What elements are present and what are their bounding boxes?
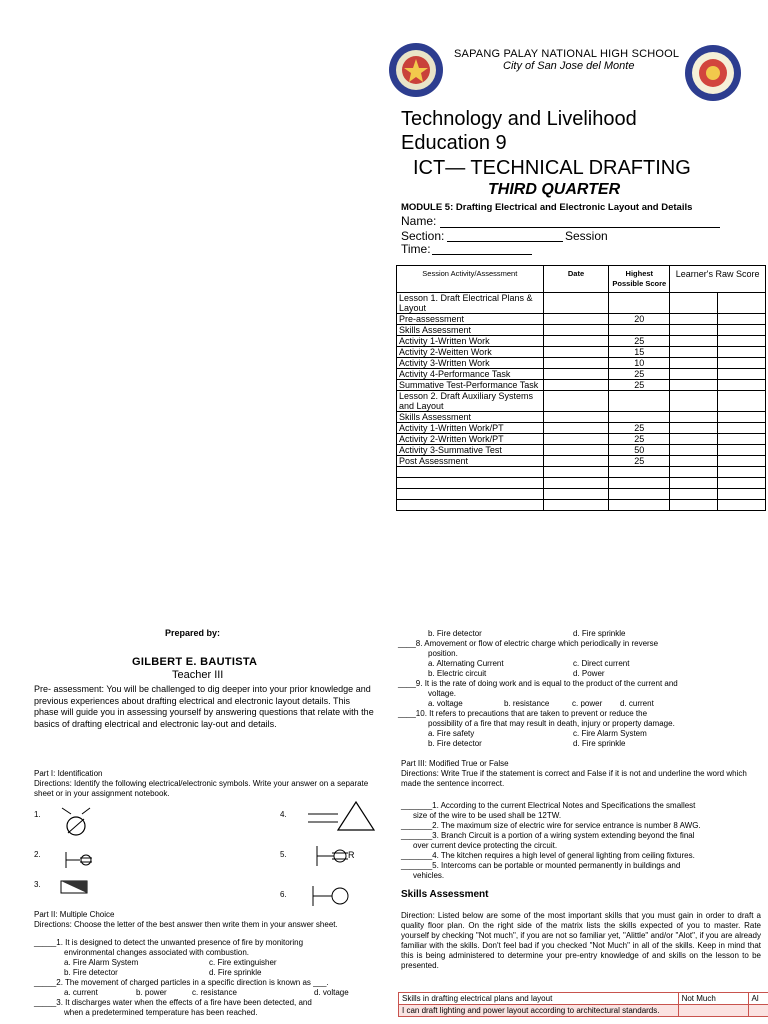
- row-raw-score-b[interactable]: [718, 358, 766, 369]
- q2-opt-b: b. power: [136, 988, 167, 997]
- q10-text-cont: possibility of a fire that may result in death, injury or property damage.: [428, 719, 675, 728]
- q8-opt-b: b. Electric circuit: [428, 669, 487, 678]
- row-date[interactable]: [543, 325, 609, 336]
- skills-table-header: [399, 993, 768, 1005]
- row-activity: Summative Test-Performance Task: [397, 380, 544, 391]
- q9-opt-c: c. power: [572, 699, 603, 708]
- row-raw-score-a[interactable]: [670, 467, 718, 478]
- part1-block: [34, 769, 374, 799]
- q10-options-b: [398, 739, 728, 749]
- row-raw-score-a[interactable]: [670, 456, 718, 467]
- header-raw-score: Learner's Raw Score: [670, 266, 766, 293]
- q7-options-b: [398, 629, 728, 639]
- score-table-row: [397, 412, 766, 423]
- q1-options-a: [34, 958, 384, 968]
- row-raw-score-a[interactable]: [670, 445, 718, 456]
- score-table-row: [397, 478, 766, 489]
- row-date[interactable]: [543, 478, 609, 489]
- row-date[interactable]: [543, 358, 609, 369]
- row-raw-score-a[interactable]: [670, 434, 718, 445]
- row-activity: Post Assessment: [397, 456, 544, 467]
- session-label: Session: [565, 229, 608, 243]
- tf-item-1-cont: size of the wire to be used shall be 12TW.: [413, 811, 562, 820]
- symbol-number-3: 3.: [34, 880, 41, 889]
- row-raw-score-a[interactable]: [670, 478, 718, 489]
- row-raw-score-a[interactable]: [670, 293, 718, 314]
- q3-text-cont: when a predetermined temperature has been reached.: [64, 1008, 258, 1017]
- q2-opt-d: d. voltage: [314, 988, 349, 997]
- row-raw-score-b[interactable]: [718, 489, 766, 500]
- row-date[interactable]: [543, 380, 609, 391]
- score-table-row: [397, 325, 766, 336]
- part2-directions: Directions: Choose the letter of the best answer then write them in your answer sheet.: [34, 920, 338, 929]
- score-table-row: [397, 489, 766, 500]
- row-raw-score-b[interactable]: [718, 412, 766, 423]
- q8-text-cont: position.: [428, 649, 458, 658]
- q8-options-b: [398, 669, 728, 679]
- skills-directions: Direction: Listed below are some of the most important skills that you must gain in order to draft a quality floor plan. On the right side of the matrix lists the skills expected of you to master. Rate yourself by checking "Not much", if you are not so familiar yet, "Alittle" and/or "Alot", if you are already familiar with the skills. Don't feel bad if you checked "Not Much" in all of the skills. Keep in mind that this is being administered to determine your pre-entry knowledge of and skills on the lesson to be presented.: [401, 911, 761, 970]
- row-raw-score-a[interactable]: [670, 489, 718, 500]
- q1-opt-c: c. Fire extinguisher: [209, 958, 277, 967]
- row-highest-score: 15: [609, 347, 670, 358]
- row-raw-score-b[interactable]: [718, 347, 766, 358]
- row-raw-score-a[interactable]: [670, 336, 718, 347]
- q8-opt-a: a. Alternating Current: [428, 659, 504, 668]
- row-activity: Skills Assessment: [397, 325, 544, 336]
- score-table: [396, 265, 766, 511]
- skills-table-row: [399, 1005, 768, 1017]
- tf-item-4: _______4. The kitchen requires a high level of general lighting from ceiling fixtures.: [401, 851, 695, 860]
- row-raw-score-a[interactable]: [670, 423, 718, 434]
- row-date[interactable]: [543, 423, 609, 434]
- score-table-row: [397, 347, 766, 358]
- header-highest-score: Highest Possible Score: [609, 266, 670, 293]
- row-highest-score: 20: [609, 314, 670, 325]
- q1-options-b: [34, 968, 384, 978]
- q2-opt-a: a. current: [64, 988, 98, 997]
- row-highest-score: 25: [609, 380, 670, 391]
- row-highest-score: [609, 325, 670, 336]
- name-line: [440, 227, 720, 228]
- tf-item-2: _______2. The maximum size of electric wire for service entrance is number 8 AWG.: [401, 821, 701, 830]
- row-date[interactable]: [543, 434, 609, 445]
- time-label: Time:: [401, 242, 431, 256]
- row-highest-score: [609, 467, 670, 478]
- q7-opt-b: b. Fire detector: [428, 629, 482, 638]
- row-raw-score-a[interactable]: [670, 500, 718, 511]
- pre-assessment-text: Pre- assessment: You will be challenged to dig deeper into your prior knowledge and previous experiences about drafting electrical and electronic layout details. This phase will guide you in assessing yourself by answering questions that relate with the basics of drafting electrical and electronic lay-out and details.: [34, 684, 374, 729]
- part2-title: Part II: Multiple Choice: [34, 910, 115, 919]
- symbol-number-1: 1.: [34, 810, 41, 819]
- school-city: City of San Jose del Monte: [503, 60, 635, 72]
- row-activity: Skills Assessment: [397, 412, 544, 423]
- symbol-5-letter: R: [348, 850, 355, 860]
- score-table-row: [397, 500, 766, 511]
- skills-header-not-much: Not Much: [678, 993, 748, 1005]
- q10-opt-a: a. Fire safety: [428, 729, 475, 738]
- author-name: GILBERT E. BAUTISTA: [132, 656, 258, 668]
- q2-options: [34, 988, 384, 998]
- skills-table: [398, 992, 768, 1017]
- symbol-number-6: 6.: [280, 890, 287, 899]
- skills-row-1-not-much-cell[interactable]: [678, 1005, 748, 1017]
- score-table-row: [397, 358, 766, 369]
- score-table-row: [397, 456, 766, 467]
- score-table-row: [397, 434, 766, 445]
- score-table-row: [397, 369, 766, 380]
- row-highest-score: 25: [609, 336, 670, 347]
- part3-directions: Directions: Write True if the statement is correct and False if it is not and underline the word which made the sentence incorrect.: [401, 769, 747, 788]
- row-raw-score-b[interactable]: [718, 478, 766, 489]
- q10-opt-b: b. Fire detector: [428, 739, 482, 748]
- part2-block: [34, 910, 384, 1018]
- symbol-number-2: 2.: [34, 850, 41, 859]
- section-line: [447, 241, 563, 242]
- row-activity: Activity 4-Performance Task: [397, 369, 544, 380]
- row-date[interactable]: [543, 489, 609, 500]
- title-line-2: Education 9: [401, 132, 507, 154]
- row-raw-score-b[interactable]: [718, 434, 766, 445]
- time-field[interactable]: [401, 242, 431, 256]
- row-raw-score-b[interactable]: [718, 445, 766, 456]
- symbol-number-5: 5.: [280, 850, 287, 859]
- score-table-header: [397, 266, 766, 293]
- pushbutton-symbol-icon: [310, 884, 352, 908]
- row-date[interactable]: [543, 456, 609, 467]
- q1-opt-d: d. Fire sprinkle: [209, 968, 262, 977]
- score-table-row: [397, 336, 766, 347]
- row-activity: [397, 500, 544, 511]
- skills-row-1-alittle-cell[interactable]: [748, 1005, 768, 1017]
- row-date[interactable]: [543, 347, 609, 358]
- q1-text-cont: environmental changes associated with combustion.: [64, 948, 249, 957]
- skills-row-1-text: I can draft lighting and power layout according to architectural standards.: [399, 1005, 679, 1017]
- tf-item-5: _______5. Intercoms can be portable or mounted permanently in buildings and: [401, 861, 681, 870]
- tf-item-3-cont: over current device protecting the circuit.: [413, 841, 558, 850]
- row-activity: Lesson 2. Draft Auxiliary Systems and Layout: [397, 391, 544, 412]
- quarter-title: THIRD QUARTER: [488, 181, 621, 198]
- row-raw-score-b[interactable]: [718, 391, 766, 412]
- prepared-by-label: Prepared by:: [165, 628, 221, 638]
- score-table-row: [397, 391, 766, 412]
- part1-title: Part I: Identification: [34, 769, 103, 778]
- row-raw-score-a[interactable]: [670, 391, 718, 412]
- q10-opt-d: d. Fire sprinkle: [573, 739, 626, 748]
- row-activity: Activity 1-Written Work: [397, 336, 544, 347]
- q8-text: ____8. Amovement or flow of electric charge which periodically in reverse: [398, 639, 659, 648]
- row-raw-score-a[interactable]: [670, 358, 718, 369]
- row-date[interactable]: [543, 500, 609, 511]
- row-highest-score: [609, 293, 670, 314]
- row-highest-score: [609, 478, 670, 489]
- title-line-1: Technology and Livelihood: [401, 108, 637, 130]
- row-date[interactable]: [543, 314, 609, 325]
- q1-opt-a: a. Fire Alarm System: [64, 958, 139, 967]
- panel-board-symbol-icon: [60, 880, 88, 894]
- q1-opt-b: b. Fire detector: [64, 968, 118, 977]
- q9-text: ____9. It is the rate of doing work and is equal to the product of the current and: [398, 679, 678, 688]
- part3-title: Part III: Modified True or False: [401, 759, 509, 768]
- score-table-row: [397, 314, 766, 325]
- name-field[interactable]: [401, 214, 436, 228]
- score-table-row: [397, 423, 766, 434]
- row-highest-score: 25: [609, 423, 670, 434]
- score-table-row: [397, 380, 766, 391]
- row-raw-score-b[interactable]: [718, 336, 766, 347]
- row-activity: Activity 1-Written Work/PT: [397, 423, 544, 434]
- score-table-row: [397, 467, 766, 478]
- q8-opt-d: d. Power: [573, 669, 605, 678]
- q9-opt-a: a. voltage: [428, 699, 463, 708]
- row-raw-score-b[interactable]: [718, 467, 766, 478]
- row-date[interactable]: [543, 467, 609, 478]
- name-label: Name:: [401, 214, 437, 228]
- row-date[interactable]: [543, 336, 609, 347]
- row-raw-score-a[interactable]: [670, 325, 718, 336]
- row-raw-score-a[interactable]: [670, 369, 718, 380]
- row-highest-score: 25: [609, 456, 670, 467]
- q10-opt-c: c. Fire Alarm System: [573, 729, 647, 738]
- row-activity: [397, 489, 544, 500]
- row-raw-score-a[interactable]: [670, 412, 718, 423]
- row-highest-score: [609, 391, 670, 412]
- score-table-row: [397, 293, 766, 314]
- row-raw-score-b[interactable]: [718, 456, 766, 467]
- q9-text-cont: voltage.: [428, 689, 457, 698]
- row-activity: Pre-assessment: [397, 314, 544, 325]
- q9-opt-b: b. resistance: [504, 699, 550, 708]
- row-date[interactable]: [543, 412, 609, 423]
- row-activity: [397, 467, 544, 478]
- row-activity: Lesson 1. Draft Electrical Plans & Layout: [397, 293, 544, 314]
- skills-header-alittle: Al: [748, 993, 768, 1005]
- q2-text: _____2. The movement of charged particles in a specific direction is known as ___.: [34, 978, 329, 987]
- row-highest-score: [609, 489, 670, 500]
- row-activity: Activity 3-Written Work: [397, 358, 544, 369]
- module-title: MODULE 5: Drafting Electrical and Electronic Layout and Details: [401, 202, 693, 213]
- header-date: Date: [543, 266, 609, 293]
- part3-block: [401, 759, 761, 881]
- row-date[interactable]: [543, 445, 609, 456]
- author-role: Teacher III: [172, 669, 224, 681]
- q7-opt-d: d. Fire sprinkle: [573, 629, 626, 638]
- section-field[interactable]: [401, 229, 444, 243]
- telephone-outlet-symbol-icon: [306, 800, 376, 836]
- row-highest-score: 25: [609, 434, 670, 445]
- row-activity: Activity 2-Written Work/PT: [397, 434, 544, 445]
- row-date[interactable]: [543, 369, 609, 380]
- tf-item-5-cont: vehicles.: [413, 871, 445, 880]
- row-date[interactable]: [543, 391, 609, 412]
- row-raw-score-b[interactable]: [718, 423, 766, 434]
- row-activity: [397, 478, 544, 489]
- row-highest-score: [609, 500, 670, 511]
- smoke-detector-symbol-icon: [54, 806, 98, 840]
- row-raw-score-a[interactable]: [670, 347, 718, 358]
- score-table-row: [397, 445, 766, 456]
- row-highest-score: 50: [609, 445, 670, 456]
- row-highest-score: 10: [609, 358, 670, 369]
- row-raw-score-a[interactable]: [670, 314, 718, 325]
- q9-opt-d: d. current: [620, 699, 654, 708]
- row-activity: Activity 2-Weitten Work: [397, 347, 544, 358]
- row-raw-score-b[interactable]: [718, 314, 766, 325]
- row-activity: Activity 3-Summative Test: [397, 445, 544, 456]
- symbol-number-4: 4.: [280, 810, 287, 819]
- row-raw-score-b[interactable]: [718, 500, 766, 511]
- receptacle-symbol-icon: [62, 850, 98, 870]
- header-activity: Session Activity/Assessment: [397, 266, 544, 293]
- row-highest-score: [609, 412, 670, 423]
- part1-directions: Directions: Identify the following electrical/electronic symbols. Write your answer on a separate sheet or in your assignment notebook.: [34, 779, 369, 798]
- tf-item-3: _______3. Branch Circuit is a portion of a wiring system extending beyond the final: [401, 831, 695, 840]
- school-name: SAPANG PALAY NATIONAL HIGH SCHOOL: [454, 48, 680, 60]
- skills-header-skill: Skills in drafting electrical plans and layout: [399, 993, 679, 1005]
- q9-options: [398, 699, 728, 709]
- row-raw-score-b[interactable]: [718, 325, 766, 336]
- row-raw-score-a[interactable]: [670, 380, 718, 391]
- row-raw-score-b[interactable]: [718, 369, 766, 380]
- row-raw-score-b[interactable]: [718, 380, 766, 391]
- row-date[interactable]: [543, 293, 609, 314]
- deped-seal-icon: [684, 44, 742, 102]
- tf-item-1: _______1. According to the current Electrical Notes and Specifications the smallest: [401, 801, 696, 810]
- part2-continued: [398, 629, 728, 749]
- school-seal-icon: [388, 42, 444, 98]
- q3-text: _____3. It discharges water when the effects of a fire have been detected, and: [34, 998, 312, 1007]
- row-highest-score: 25: [609, 369, 670, 380]
- q10-text: ____10. It refers to precautions that are taken to prevent or reduce the: [398, 709, 648, 718]
- title-line-3: ICT— TECHNICAL DRAFTING: [413, 157, 691, 179]
- q10-options-a: [398, 729, 728, 739]
- q2-opt-c: c. resistance: [192, 988, 237, 997]
- section-label: Section:: [401, 229, 445, 243]
- row-raw-score-b[interactable]: [718, 293, 766, 314]
- time-line: [432, 254, 532, 255]
- q1-text: _____1. It is designed to detect the unwanted presence of fire by monitoring: [34, 938, 304, 947]
- q8-opt-c: c. Direct current: [573, 659, 630, 668]
- skills-title: Skills Assessment: [401, 889, 489, 900]
- q8-options-a: [398, 659, 728, 669]
